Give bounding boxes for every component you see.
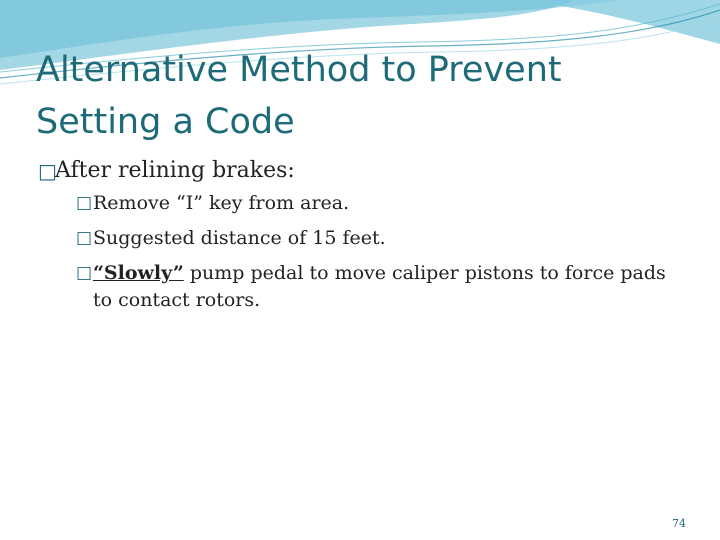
sub-bullet-distance [38, 225, 678, 252]
sub-bullet-remove-key [38, 190, 678, 217]
sub-bullet-text: Remove “I” key from area. [93, 192, 350, 214]
bullet-square-icon: □ [76, 263, 93, 283]
sub-bullet-pump-pedal [38, 260, 678, 314]
slide-title [36, 44, 676, 148]
sub-bullet-text: Suggested distance of 15 feet. [93, 227, 386, 249]
title-line-1: Alternative Method to Prevent [36, 50, 562, 90]
bullet-square-icon: □ [38, 159, 57, 183]
bullet-item-after-relining [38, 156, 678, 186]
emphasis-slowly: “Slowly” [93, 262, 184, 284]
bullet-list [38, 156, 678, 322]
bullet-square-icon: □ [76, 193, 93, 213]
sub-bullet-rest-text: pump pedal to move caliper pistons to force pads to contact rotors. [93, 262, 666, 311]
sub-bullet-text [93, 260, 678, 314]
bullet-text: After relining brakes: [55, 158, 295, 183]
page-number: 74 [672, 517, 686, 530]
bullet-square-icon: □ [76, 228, 93, 248]
title-line-2: Setting a Code [36, 102, 295, 142]
